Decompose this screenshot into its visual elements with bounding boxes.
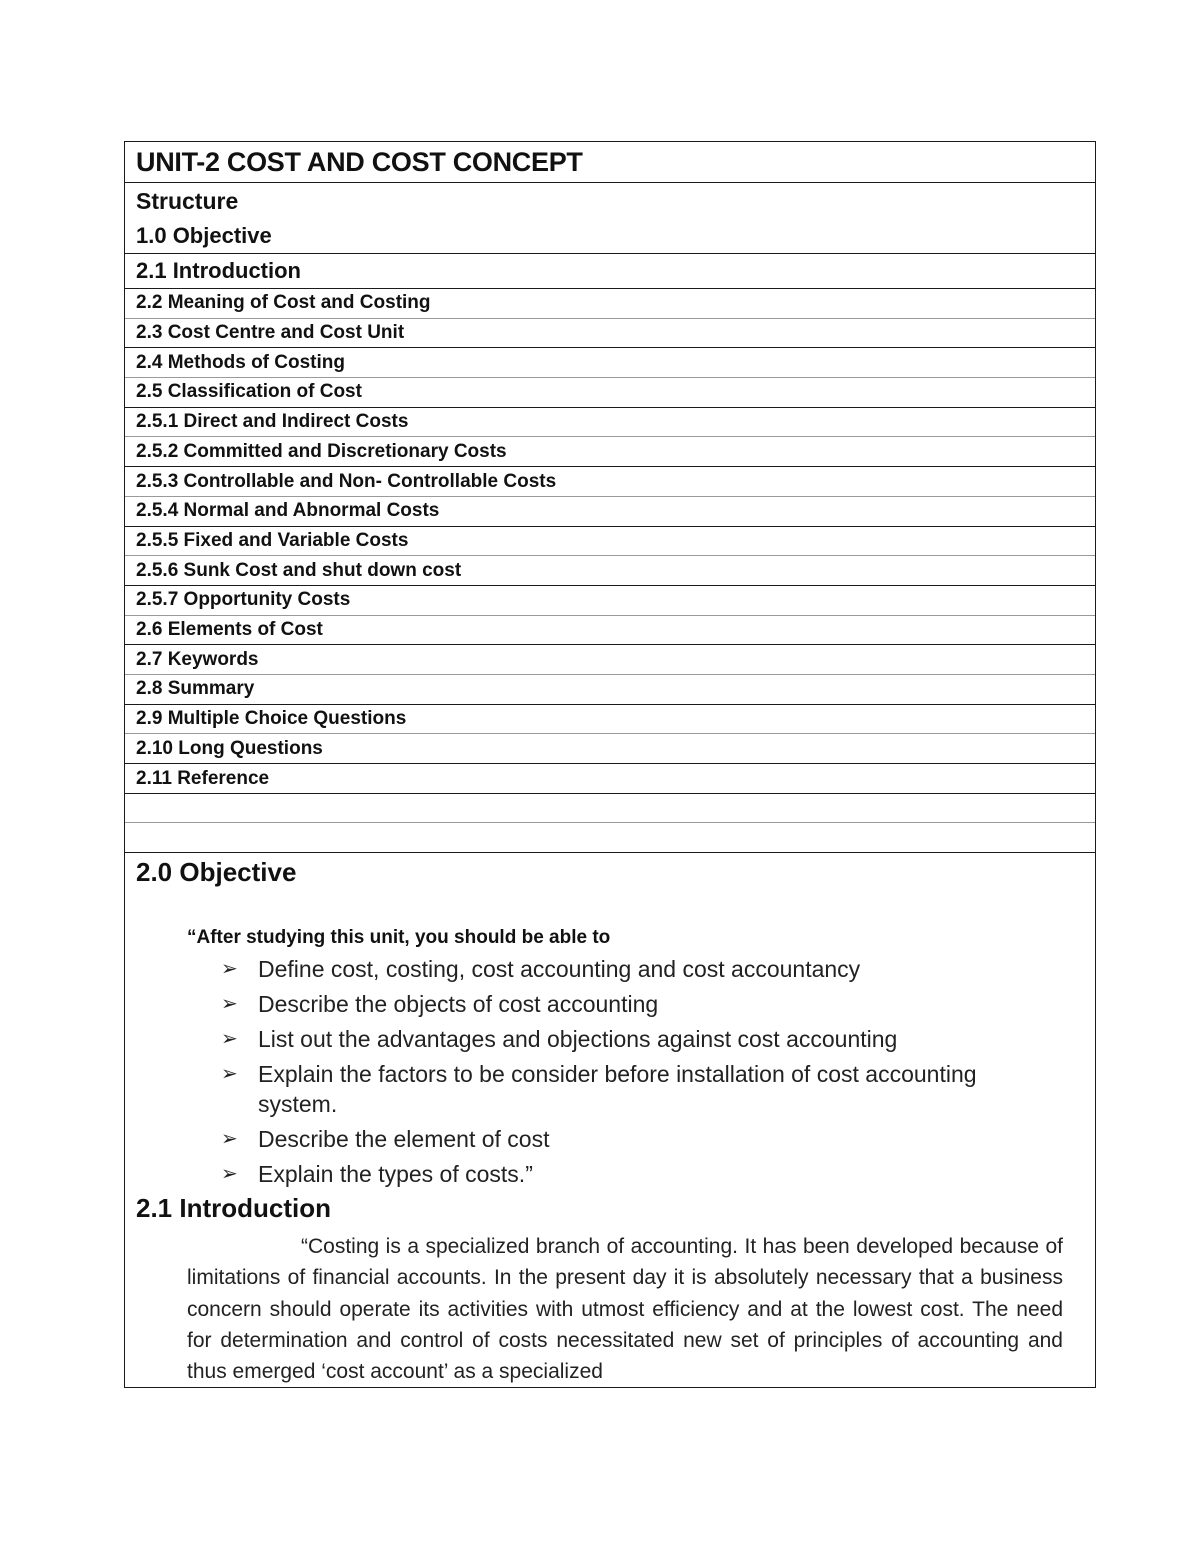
toc-item: 2.2 Meaning of Cost and Costing — [125, 289, 1095, 319]
toc-item: 2.3 Cost Centre and Cost Unit — [125, 319, 1095, 349]
list-item: ➢ Describe the objects of cost accounting — [221, 991, 659, 1017]
list-item: ➢ Describe the element of cost — [221, 1126, 550, 1152]
toc-item: 2.9 Multiple Choice Questions — [125, 705, 1095, 735]
arrow-bullet-icon: ➢ — [221, 958, 238, 980]
introduction-heading: 2.1 Introduction — [136, 1193, 331, 1223]
toc-item: 2.10 Long Questions — [125, 735, 1095, 765]
toc-item: 2.5.3 Controllable and Non- Controllable Costs — [125, 467, 1095, 497]
objective-lead: “After studying this unit, you should be able to — [187, 927, 611, 948]
document-frame — [124, 141, 1096, 1388]
toc-item: 2.5.6 Sunk Cost and shut down cost — [125, 556, 1095, 586]
list-item: ➢ Explain the types of costs.” — [221, 1161, 533, 1187]
arrow-bullet-icon: ➢ — [221, 1028, 238, 1050]
toc-item: 2.11 Reference — [125, 764, 1095, 794]
toc-item: 2.5.4 Normal and Abnormal Costs — [125, 497, 1095, 527]
empty-row — [125, 823, 1095, 853]
arrow-bullet-icon: ➢ — [221, 1128, 238, 1150]
toc-item: 2.5.1 Direct and Indirect Costs — [125, 408, 1095, 438]
toc-introduction: 2.1 Introduction — [125, 254, 1095, 289]
list-item: ➢ Explain the factors to be consider before installation of cost accounting system. — [221, 1061, 977, 1117]
toc-item: 2.5.2 Committed and Discretionary Costs — [125, 438, 1095, 468]
toc-item: 2.5.5 Fixed and Variable Costs — [125, 527, 1095, 557]
toc-item: 2.6 Elements of Cost — [125, 616, 1095, 646]
arrow-bullet-icon: ➢ — [221, 1163, 238, 1185]
structure-heading: Structure — [136, 187, 239, 214]
unit-title: UNIT-2 COST AND COST CONCEPT — [125, 142, 1095, 183]
list-item: ➢ Define cost, costing, cost accounting and cost accountancy — [221, 956, 861, 982]
objective-heading: 2.0 Objective — [136, 857, 297, 887]
empty-row — [125, 794, 1095, 824]
toc-item: 2.5.7 Opportunity Costs — [125, 586, 1095, 616]
objective-bullet-list — [221, 954, 1061, 1194]
toc-item: 2.8 Summary — [125, 675, 1095, 705]
arrow-bullet-icon: ➢ — [221, 993, 238, 1015]
toc-objective: 1.0 Objective — [125, 219, 1095, 254]
toc-item: 2.4 Methods of Costing — [125, 348, 1095, 378]
arrow-bullet-icon: ➢ — [221, 1063, 238, 1085]
list-item: ➢ List out the advantages and objections against cost accounting — [221, 1026, 898, 1052]
introduction-paragraph: “Costing is a specialized branch of accounting. It has been developed because of limitations of financial accounts. In the present day it is absolutely necessary that a business concern should operate its activities with utmost efficiency and at the lowest cost. The need for determination and control of costs necessitated new set of principles of accounting and thus emerged ‘cost account’ as a specialized — [187, 1235, 1063, 1384]
toc-item: 2.5 Classification of Cost — [125, 378, 1095, 408]
toc-item: 2.7 Keywords — [125, 645, 1095, 675]
